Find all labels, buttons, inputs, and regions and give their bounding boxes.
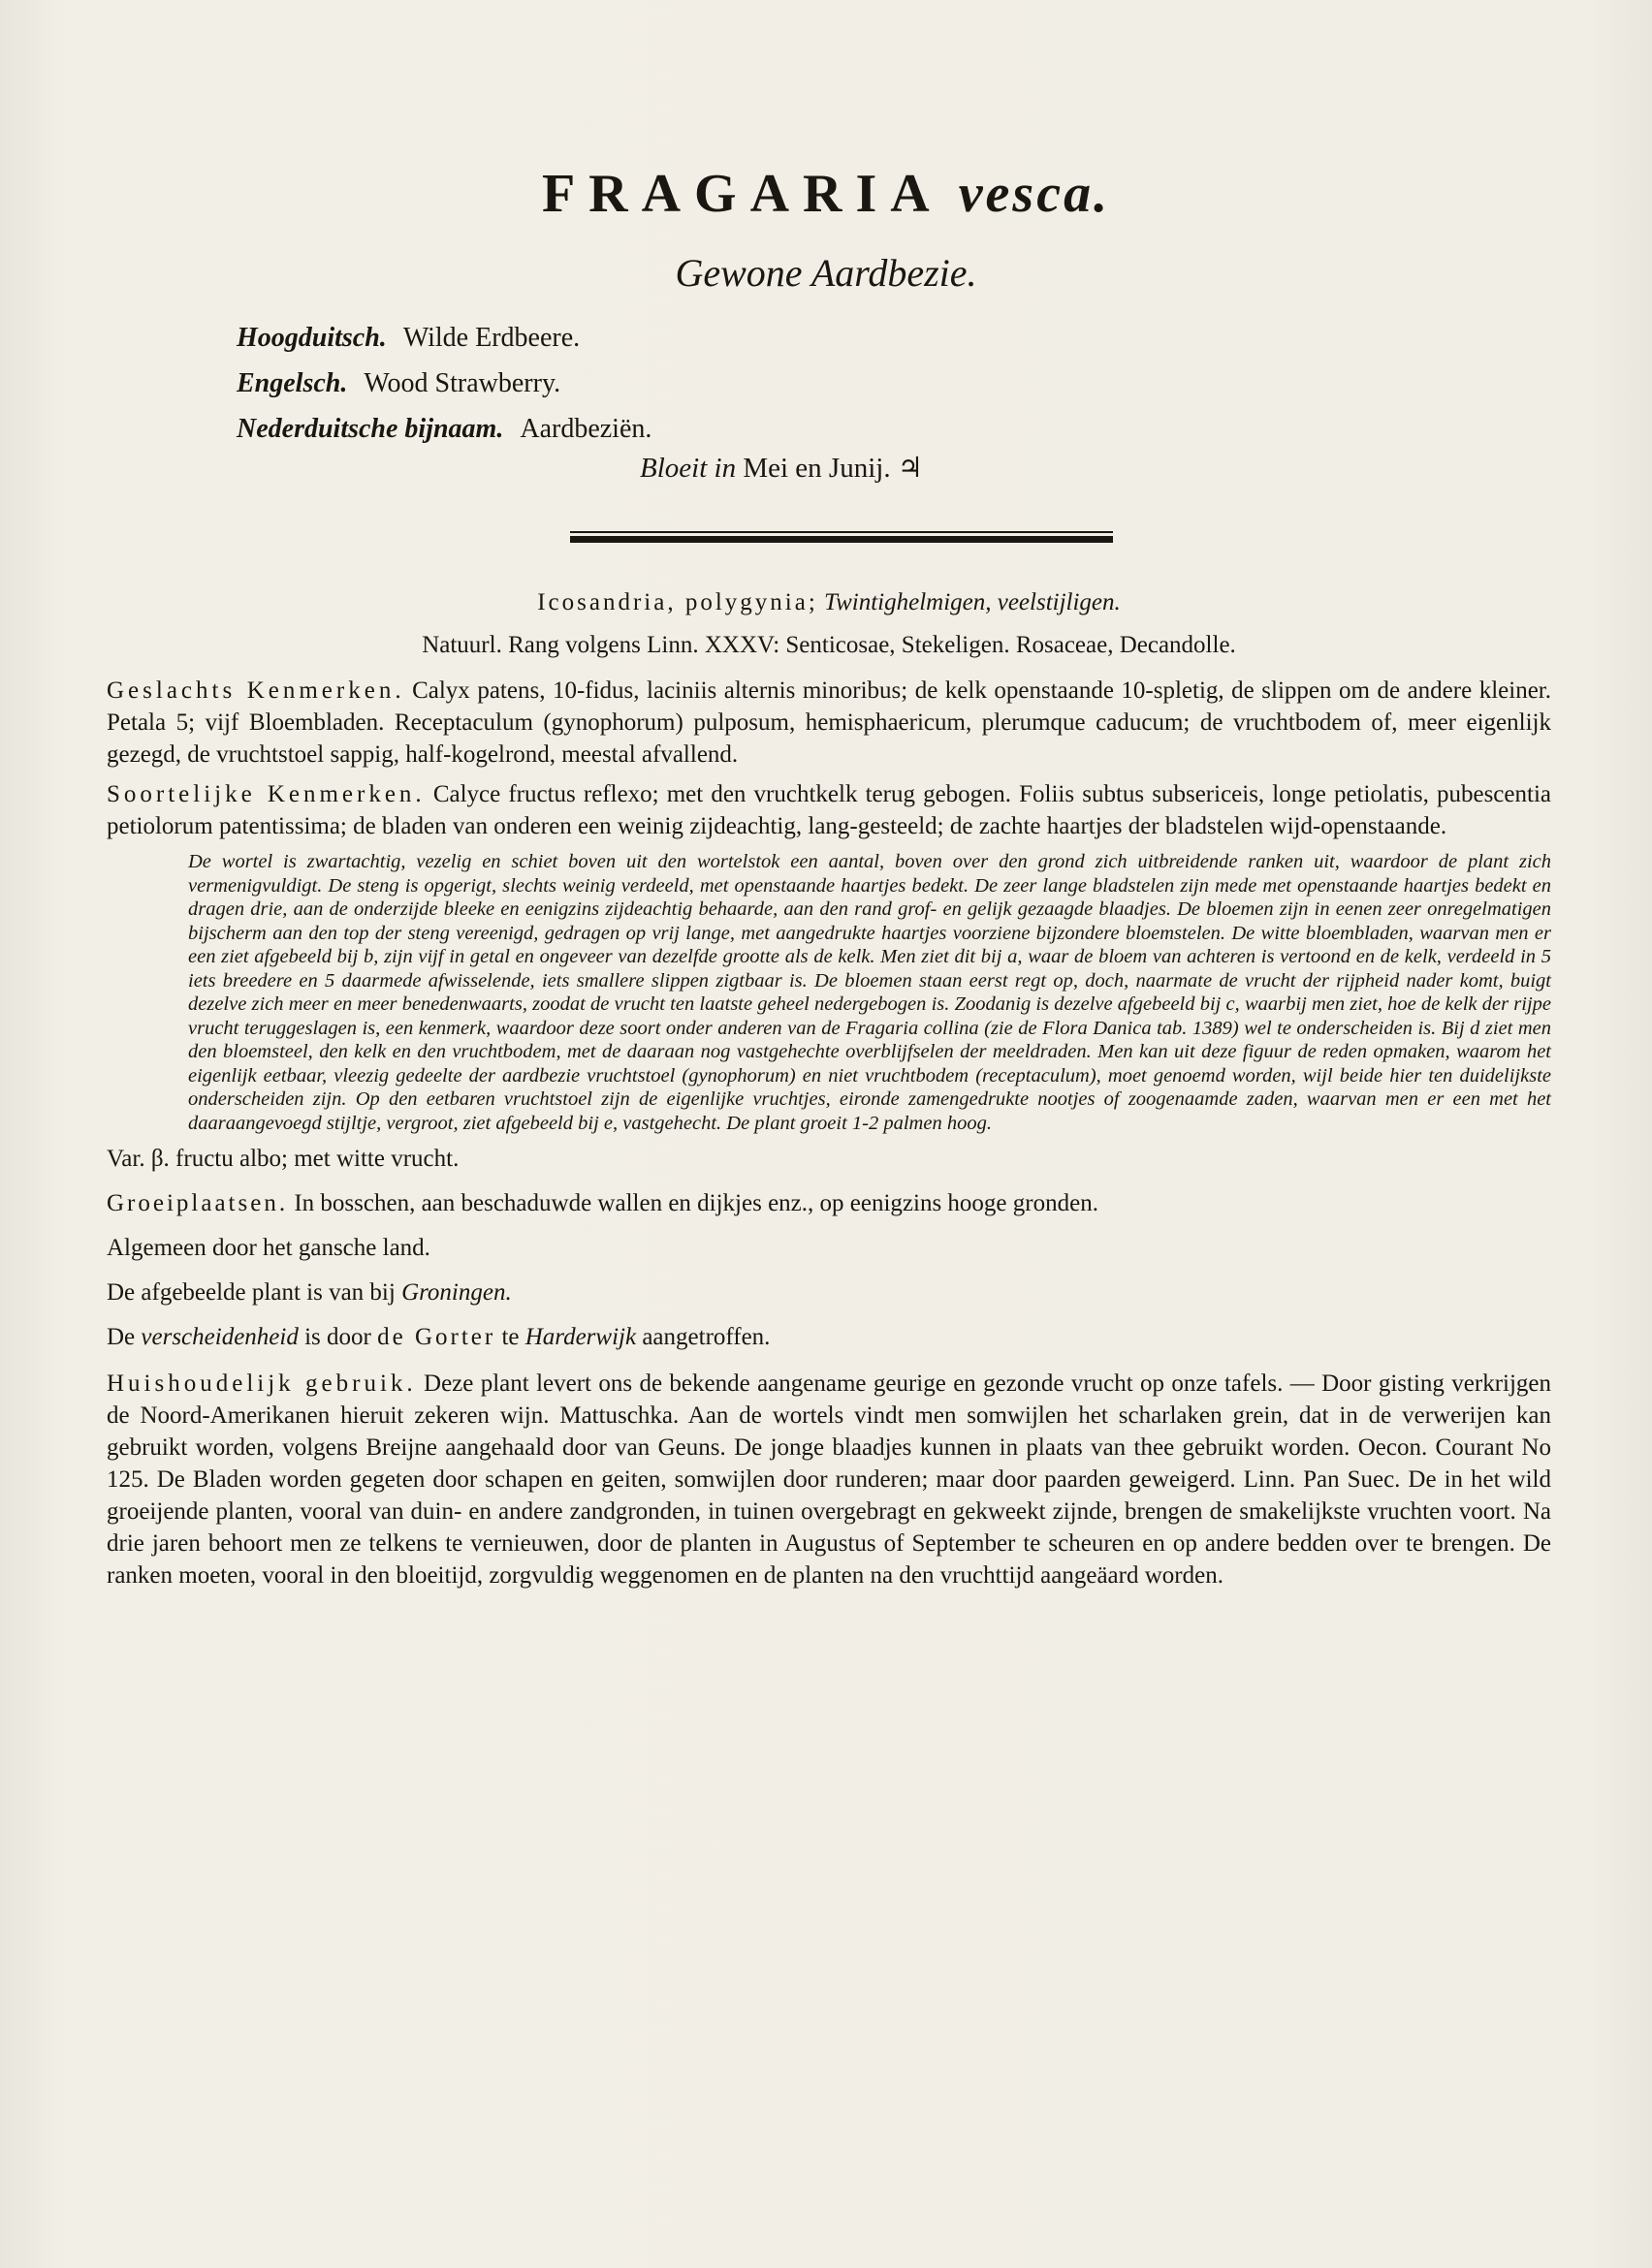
text-fragment: is door [304,1324,371,1350]
habitat-line [107,1181,1551,1226]
text-fragment: De [107,1324,136,1350]
habitat-heading: Groeiplaatsen. [107,1190,289,1216]
name-value: Wood Strawberry. [364,368,561,398]
species-name: vesca. [958,164,1111,224]
perennial-symbol: ♃ [897,453,923,484]
species-characters-heading: Soortelijke Kenmerken. [107,781,426,807]
bloom-prefix: Bloeit in [640,453,737,484]
name-row-english [237,361,651,406]
variety-line: Var. β. fructu albo; met witte vrucht. [107,1146,460,1172]
genus-characters-heading: Geslachts Kenmerken. [107,677,405,704]
main-text [107,582,1551,1591]
text-fragment: aangetroffen. [642,1324,771,1350]
linnaean-class [107,582,1551,624]
plant-description: De wortel is zwartachtig, vezelig en schiet boven uit den wortelstok een aantal, boven over den grond zich uitbreidende ranken uit, waardoor de plant zich vermenigvuldigt. De steng is opgerigt, slechts weinig verdeeld, met openstaande haartjes bedekt. De zeer lange bladstelen zijn mede met openstaande haartjes bedekt en dragen drie, aan de onderzijde bleeke en eenigzins zijdeachtig behaarde, aan den rand grof- en gelijk gezaagde blaadjes. De bloemen zijn in eenen zeer onregelmatigen bijscherm aan den top der steng vereenigd, gedragen op vrij lange, met aangedrukte haartjes voorziene bijzondere bloemstelen. De witte bloembladen, waarvan men er een ziet afgebeeld bij b, zijn vijf in getal en ongeveer van dezelfde grootte als de kelk. Men ziet dit bij a, waar de bloem van achteren is vertoond en de kelk, verdeeld in 5 iets breedere en 5 daarmede afwisselende, iets smallere slippen zigtbaar is. De bloemen staan eerst regt op, doch, naarmate de vrucht der rijpheid nader komt, buigt dezelve zich meer en meer benedenwaarts, zoodat de vrucht ten laatste geheel nedergebogen is. Zoodanig is dezelve afgebeeld bij c, waarbij men ziet, hoe de kelk der rijpe vrucht teruggeslagen is, een kenmerk, waardoor deze soort onder anderen van de Fragaria collina (zie de Flora Danica tab. 1389) wel te onderscheiden is. Bij d ziet men den bloemsteel, den kelk en den vruchtbodem, met de daaraan nog vastgehechte overblijfselen der meeldraden. Men kan uit deze figuur de reden opmaken, waarom het eigenlijk eetbaar, vleezig gedeelte der aardbezie vruchtstoel (gynophorum) en niet vruchtbodem (receptaculum), moet genoemd worden, wijl beide hier ten duidelijkste onderscheiden zijn. Op den eetbaren vruchtstoel zijn de eigenlijke vruchtjes, eironde zamengedrukte nootjes of zoogenaamde zaden, waarvan men er een met het daaraangevoegd stijltje, vergroot, ziet afgebeeld bij e, vastgehecht. De plant groeit 1-2 palmen hoog. [188,851,1551,1134]
household-use-text: Deze plant levert ons de bekende aangename geurige en gezonde vrucht op onze tafels. — Door gisting verkrijgen de Noord-Amerikanen hieruit zekeren wijn. Mattuschka. Aan de wortels vindt men somwijlen het scharlaken grein, dat in de verwerijen kan gebruikt worden, volgens Breijne aangehaald door van Geuns. De jonge blaadjes kunnen in plaats van thee gebruikt worden. Oecon. Courant No 125. De Bladen worden gegeten door schapen en geiten, somwijlen door runderen; maar door paarden geweigerd. Linn. Pan Suec. De in het wild groeijende planten, vooral van duin- en andere zandgronden, in tuinen overgebragt en gekweekt zijnde, brengen de smakelijkste vruchten voort. Na drie jaren behoort men ze telkens te vernieuwen, door de planten in Augustus of September te scheuren en op andere bedden over te brengen. De ranken moeten, vooral in den bloeitijd, zorgvuldig weggenomen en de planten na den vruchttijd aangeäard worden. [107,1370,1552,1589]
household-use-heading: Huishoudelijk gebruik. [107,1370,417,1397]
page-title [0,163,1652,225]
bloom-months: Mei en Junij. [743,453,891,484]
place-name: Harderwijk [524,1324,637,1350]
name-value: Aardbeziën. [520,414,652,444]
variety-found-line [107,1315,1551,1360]
distribution-line: Algemeen door het gansche land. [107,1235,430,1261]
genus-characters [107,675,1551,771]
name-label: Hoogduitsch. [237,323,387,353]
natural-order: Natuurl. Rang volgens Linn. XXXV: Senticosae, Stekeligen. Rosaceae, Decandolle. [422,632,1236,658]
name-label: Engelsch. [237,368,348,398]
person-name: de Gorter [377,1324,496,1350]
genus-name: FRAGARIA [541,164,943,224]
text-fragment: verscheidenheid [141,1324,299,1350]
vernacular-names [237,315,651,452]
origin-prefix: De afgebeelde plant is van bij [107,1279,396,1306]
name-row-low-dutch [237,406,651,452]
origin-line [107,1271,1551,1315]
species-characters-text: Calyce fructus reflexo; met den vruchtkelk terug gebogen. Foliis subtus subsericeis, longe petiolatis, pubescentia petiolorum patentissima; de bladen van onderen een weinig zijdeachtig, lang-gesteeld; de zachte haartjes der bladstelen wijd-openstaande. [107,781,1551,839]
habitat-text: In bosschen, aan beschaduwde wallen en dijkjes enz., op eenigzins hooge gronden. [294,1190,1098,1216]
name-row-german [237,315,651,361]
class-dutch: Twintighelmigen, veelstijligen. [824,589,1121,615]
text-fragment: te [501,1324,520,1350]
class-latin: Icosandria, polygynia; [537,589,818,615]
species-characters [107,778,1551,842]
name-value: Wilde Erdbeere. [402,323,581,353]
name-label: Nederduitsche bijnaam. [237,414,504,444]
bloom-period [640,451,923,485]
genus-characters-text: Calyx patens, 10-fidus, laciniis alternis minoribus; de kelk openstaande 10-spletig, de slippen om de andere kleiner. Petala 5; vijf Bloembladen. Receptaculum (gynophorum) pulposum, hemisphaericum, plerumque caducum; de vruchtbodem of, meer eigenlijk gezegd, de vruchtstoel sappig, half-kogelrond, meestal afvallend. [107,677,1551,768]
section-divider [570,531,1113,543]
dutch-common-name: Gewone Aardbezie. [675,251,977,295]
household-use [107,1368,1551,1591]
origin-place: Groningen. [401,1279,512,1306]
